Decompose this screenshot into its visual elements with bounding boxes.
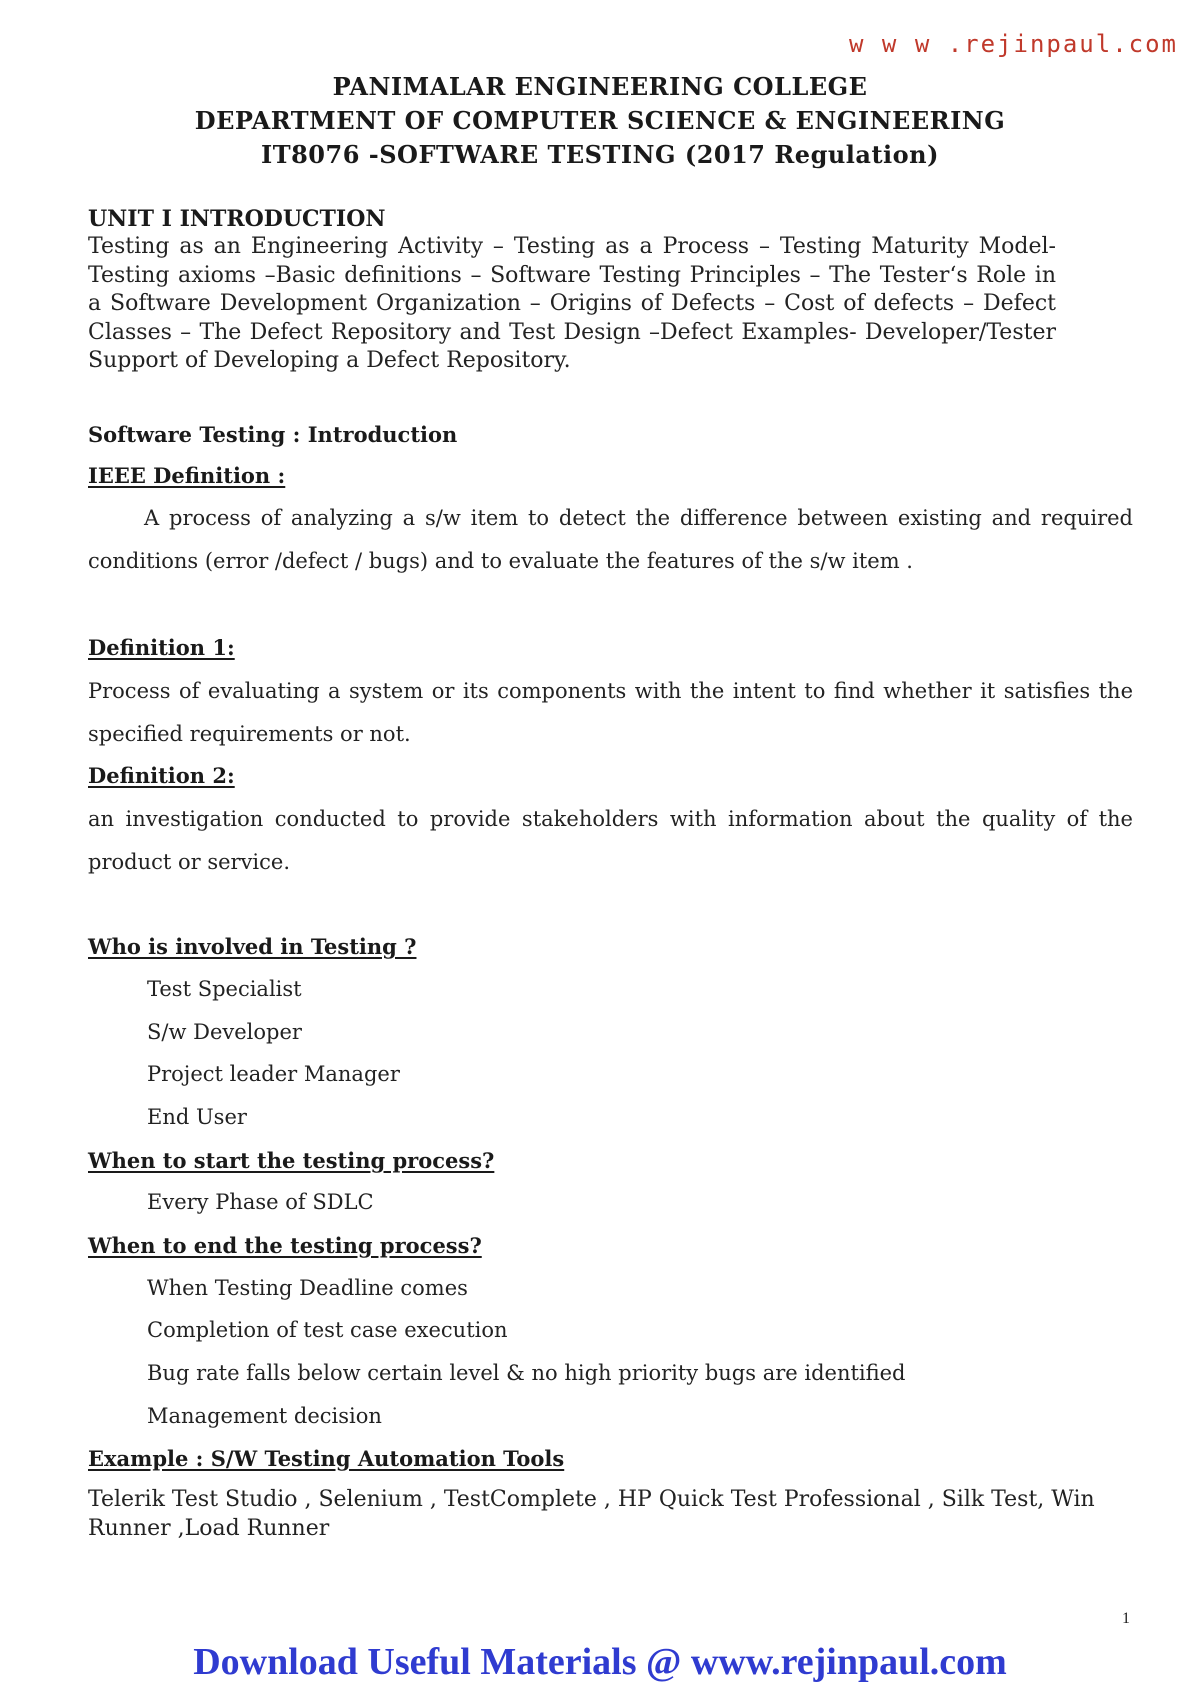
list-item: Project leader Manager [147, 1062, 400, 1086]
ieee-definition-heading: IEEE Definition : [88, 463, 286, 488]
when-end-heading: When to end the testing process? [88, 1233, 482, 1258]
footer-banner[interactable]: Download Useful Materials @ www.rejinpaul.com [193, 1641, 1007, 1683]
definition-1-heading: Definition 1: [88, 635, 235, 660]
definition-1-text: Process of evaluating a system or its components with the intent to find whether it satisfies the specified requirements or not. [88, 679, 1133, 746]
ieee-definition-text: A process of analyzing a s/w item to detect the difference between existing and required conditions (error /defect / bugs) and to evaluate the features of the s/w item . [88, 506, 1133, 573]
list-item: Management decision [147, 1404, 382, 1428]
college-name: PANIMALAR ENGINEERING COLLEGE [332, 72, 868, 101]
who-involved-heading: Who is involved in Testing ? [88, 934, 417, 959]
list-item: S/w Developer [147, 1020, 302, 1044]
watermark-url: w w w .rejinpaul.com [849, 30, 1178, 58]
page-number: 1 [1122, 1610, 1130, 1627]
list-item: Test Specialist [147, 977, 302, 1001]
list-item: End User [147, 1105, 247, 1129]
example-heading: Example : S/W Testing Automation Tools [88, 1446, 565, 1471]
department-name: DEPARTMENT OF COMPUTER SCIENCE & ENGINEERING [194, 106, 1006, 135]
intro-heading: Software Testing : Introduction [88, 422, 458, 447]
list-item: Bug rate falls below certain level & no high priority bugs are identified [147, 1361, 906, 1385]
list-item: When Testing Deadline comes [147, 1276, 468, 1300]
definition-2-heading: Definition 2: [88, 763, 235, 788]
definition-2-text: an investigation conducted to provide stakeholders with information about the quality of the product or service. [88, 807, 1133, 874]
list-item: Completion of test case execution [147, 1318, 508, 1342]
list-item: Every Phase of SDLC [147, 1190, 374, 1214]
unit-syllabus: Testing as an Engineering Activity – Testing as a Process – Testing Maturity Model- Testing axioms –Basic definitions – Software Testing Principles – The Tester‘s Role in a Software Development Organization – Origins of Defects – Cost of defects – Defect Classes – The Defect Repository and Test Design –Defect Examples- Developer/Tester Support of Developing a Defect Repository. [88, 234, 1056, 373]
unit-title: UNIT I INTRODUCTION [88, 206, 386, 232]
example-tools-text: Telerik Test Studio , Selenium , TestComplete , HP Quick Test Professional , Silk Test, Win Runner ,Load Runner [88, 1487, 1095, 1541]
course-title: IT8076 -SOFTWARE TESTING (2017 Regulation) [261, 140, 939, 169]
when-start-heading: When to start the testing process? [88, 1148, 495, 1173]
